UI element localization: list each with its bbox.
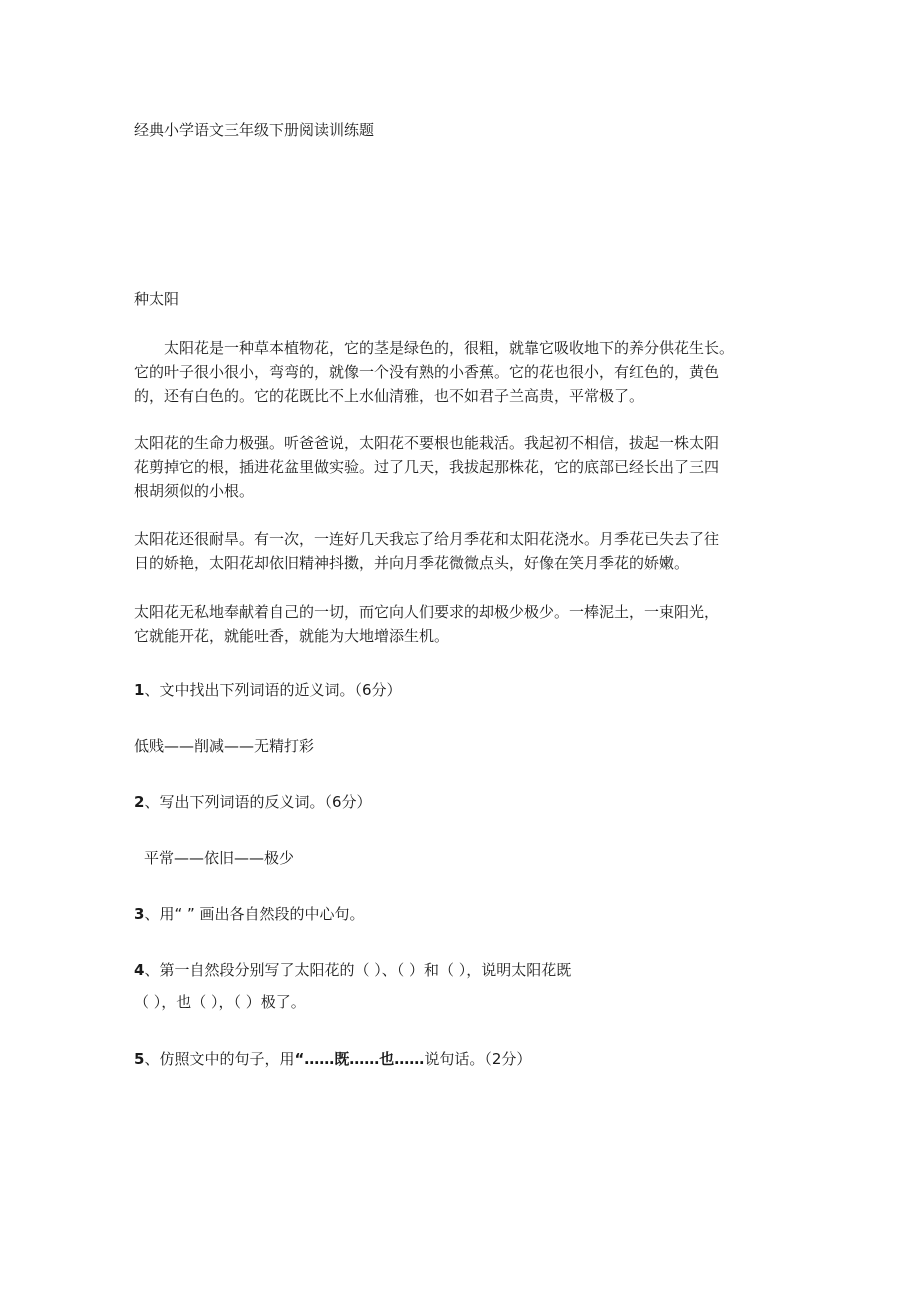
paragraph-line: 花剪掉它的根，插进花盆里做实验。过了几天，我拔起那株花，它的底部已经长出了三四 xyxy=(134,458,720,476)
paragraph-3 xyxy=(134,527,784,575)
question-text: 、文中找出下列词语的近义词。（6分） xyxy=(144,681,402,699)
paragraph-1 xyxy=(134,336,784,408)
question-pattern: “……既……也…… xyxy=(294,1050,425,1068)
question-5 xyxy=(134,1047,784,1071)
story-title: 种太阳 xyxy=(134,290,180,308)
question-2 xyxy=(134,790,784,814)
question-number: 3 xyxy=(134,905,145,923)
paragraph-line: 它就能开花，就能吐香，就能为大地增添生机。 xyxy=(134,627,450,645)
question-text: 、仿照文中的句子，用 xyxy=(144,1050,295,1068)
paragraph-2 xyxy=(134,431,784,503)
question-text: 、写出下列词语的反义词。（6分） xyxy=(144,793,372,811)
question-1-words: 低贱——削减——无精打彩 xyxy=(134,737,315,755)
paragraph-line: 太阳花无私地奉献着自己的一切，而它向人们要求的却极少极少。一棒泥土，一束阳光， xyxy=(134,603,720,621)
paragraph-4 xyxy=(134,600,784,648)
paragraph-line: 它的叶子很小很小，弯弯的，就像一个没有熟的小香蕉。它的花也很小，有红色的，黄色 xyxy=(134,363,720,381)
question-4-line-2: （ ），也（ ），（ ）极了。 xyxy=(134,993,306,1011)
paragraph-line: 太阳花还很耐旱。有一次，一连好几天我忘了给月季花和太阳花浇水。月季花已失去了往 xyxy=(134,530,720,548)
question-2-words: 平常——依旧——极少 xyxy=(144,849,295,867)
question-number: 4 xyxy=(134,961,145,979)
question-text-end: 说句话。（2分） xyxy=(424,1050,532,1068)
question-1 xyxy=(134,678,784,702)
question-number: 1 xyxy=(134,681,145,699)
question-text: 、用“ ” 画出各自然段的中心句。 xyxy=(144,905,365,923)
paragraph-line: 太阳花的生命力极强。听爸爸说，太阳花不要根也能栽活。我起初不相信，拔起一株太阳 xyxy=(134,434,720,452)
question-number: 2 xyxy=(134,793,145,811)
paragraph-line: 根胡须似的小根。 xyxy=(134,482,255,500)
question-text: 、第一自然段分别写了太阳花的（ ）、（ ）和（ ），说明太阳花既 xyxy=(144,961,572,979)
document-title: 经典小学语文三年级下册阅读训练题 xyxy=(134,121,375,139)
paragraph-line: 日的娇艳，太阳花却依旧精神抖擞，并向月季花微微点头，好像在笑月季花的娇嫩。 xyxy=(134,554,690,572)
question-4 xyxy=(134,958,784,982)
paragraph-line: 太阳花是一种草本植物花，它的茎是绿色的，很粗，就靠它吸收地下的养分供花生长。 xyxy=(164,339,735,357)
question-3 xyxy=(134,902,784,926)
question-number: 5 xyxy=(134,1050,145,1068)
paragraph-line: 的，还有白色的。它的花既比不上水仙清雅，也不如君子兰高贵，平常极了。 xyxy=(134,387,645,405)
